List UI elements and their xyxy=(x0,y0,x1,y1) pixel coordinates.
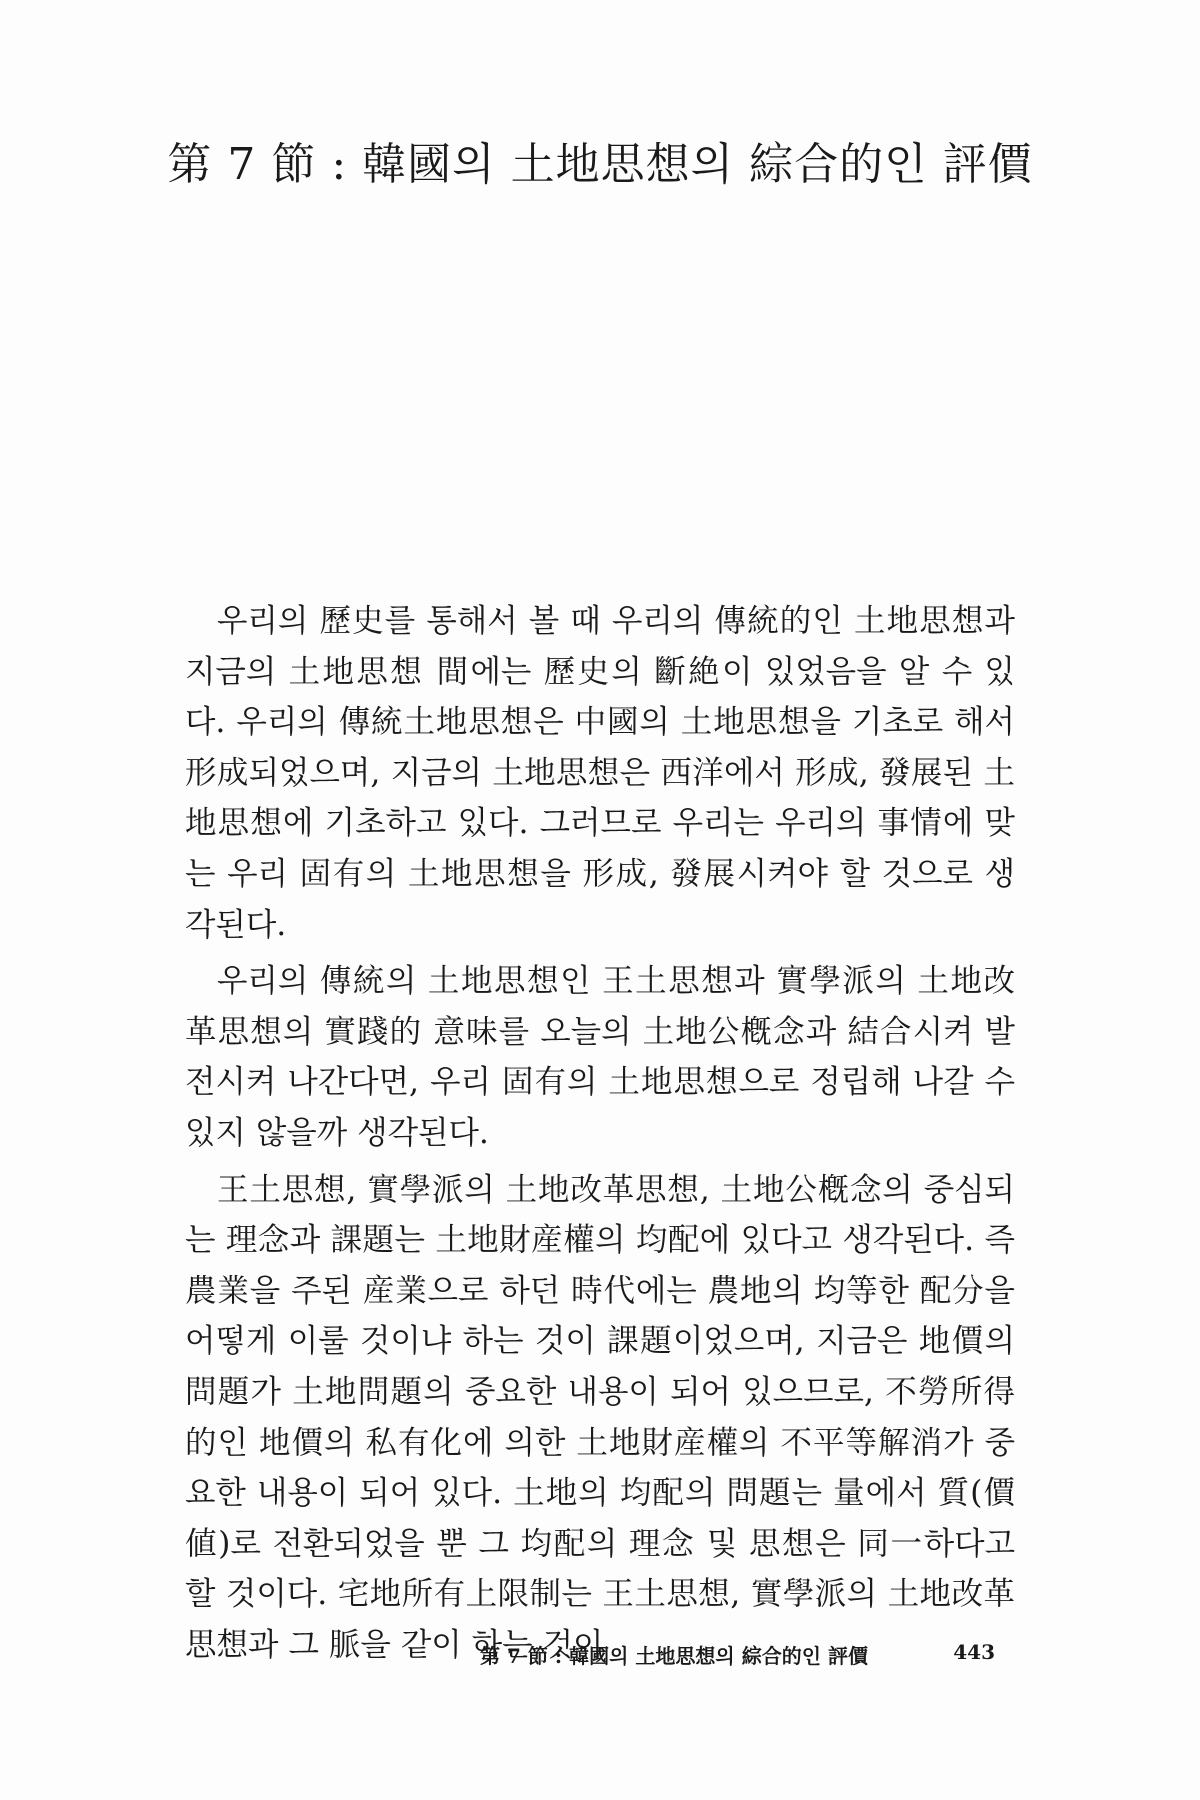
running-footer xyxy=(480,1640,995,1669)
paragraph: 우리의 歷史를 통해서 볼 때 우리의 傳統的인 土地思想과 지금의 土地思想 間에는 歷史의 斷絶이 있었음을 알 수 있다. 우리의 傳統土地思想은 中國의 土地思想을 기초로 해서 形成되었으며, 지금의 土地思想은 西洋에서 形成, 發展된 土地思想에 기초하고 있다. 그러므로 우리는 우리의 事情에 맞는 우리 固有의 土地思想을 形成, 發展시켜야 할 것으로 생각된다. xyxy=(185,603,1015,943)
paragraph: 우리의 傳統의 土地思想인 王土思想과 實學派의 土地改革思想의 實踐的 意味를 오늘의 土地公槪念과 結合시켜 발전시켜 나간다면, 우리 固有의 土地思想으로 정립해 나갈 수 있지 않을까 생각된다. xyxy=(185,963,1015,1151)
running-title: 第 7 節 : 韓國의 土地思想의 綜合的인 評價 xyxy=(480,1644,868,1668)
body-text xyxy=(185,596,1015,1676)
page-number: 443 xyxy=(953,1640,995,1664)
paragraph: 王土思想, 實學派의 土地改革思想, 土地公槪念의 중심되는 理念과 課題는 土地財産權의 均配에 있다고 생각된다. 즉 農業을 주된 産業으로 하던 時代에는 農地의 均等한 配分을 어떻게 이룰 것이냐 하는 것이 課題이었으며, 지금은 地價의 問題가 土地問題의 중요한 내용이 되어 있으므로, 不勞所得的인 地價의 私有化에 의한 土地財産權의 不平等解消가 중요한 내용이 되어 있다. 土地의 均配의 問題는 量에서 質(價値)로 전환되었을 뿐 그 均配의 理念 및 思想은 同一하다고 할 것이다. 宅地所有上限制는 王土思想, 實學派의 土地改革思想과 그 脈을 같이 하는 것이 xyxy=(185,1171,1015,1663)
section-title: 第 7 節 : 韓國의 土地思想의 綜合的인 評價 xyxy=(167,139,1033,190)
